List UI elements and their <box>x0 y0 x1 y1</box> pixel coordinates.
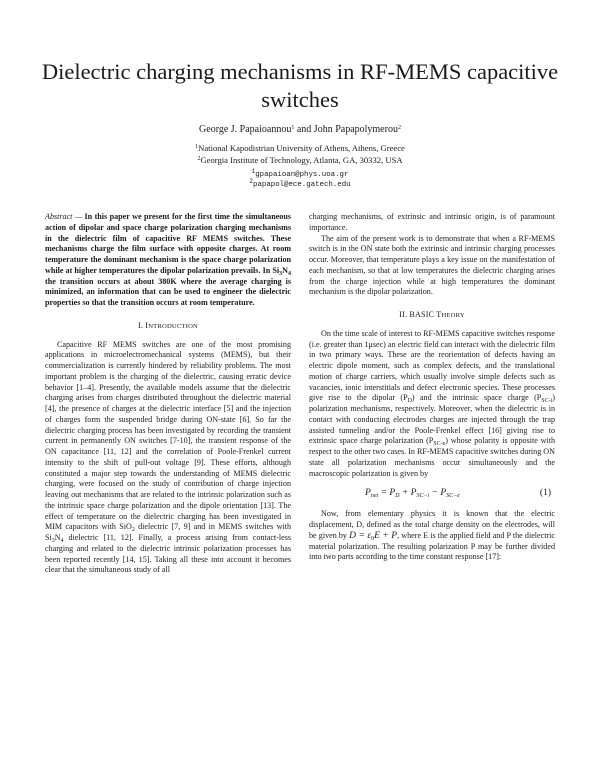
affiliation-line <box>0 154 600 166</box>
aim-paragraph: The aim of the present work is to demonstrate that when a RF-MEMS switch is in the ON state both the extrinsic and intrinsic charging processes occur. Moreover, that temperature plays a key issue on the manifestation of each mechanism, so that at low temperatures the dielectric charging arises from the charge injection while at high temperatures the dominant mechanism is the dipolar polarization. <box>309 233 555 297</box>
abstract-dash: — <box>72 212 85 221</box>
equation-number: (1) <box>539 488 551 499</box>
body-text: N <box>54 533 61 542</box>
author-sup: 1 <box>291 125 295 131</box>
body-text: dielectric [7, 9] and in MEMS switches with Si <box>45 522 291 542</box>
abstract-label: Abstract <box>45 212 73 221</box>
affiliation-text: National Kapodistrian University of Athens, Athens, Greece <box>198 143 405 153</box>
body-text: On the time scale of interest to RF-MEMS capacitive switches response (i.e. greater than 1μsec) an electric field can interact with the dielectric film in two primary ways. These are the reorientation of defects having an electric dipole moment, such as complex defects, and the translational motion of charge carriers, which usually involve simple defects such as vacancies, ionic interstitials and defect electronic species. These processes give rise to the dipolar (P <box>309 328 555 403</box>
body-text: Capacitive RF MEMS switches are one of the most promising applications in microelectromechanical systems (MEMS), but their commercialization is currently hindered by reliability problems. The most important problem is the charging of the dielectric, causing erratic device behavior [1–4]. Presently, the available models assume that the dielectric charging arises from charges distributed throughout the dielectric material [4], the presence of charges at the dielectric interface [5] and the injection of charges form the suspended bridge during ON-state [6]. So far the dielectric charging process has been investigated by recording the transient current in permanently ON switches [7-10], the transient response of the ON capacitance [11, 12] and the correlation of Poole-Frenkel current intensity to the shift of pull-out voltage [9]. These efforts, although constituted a major step towards the understanding of MEMS dielectric charging, were focused on the study of contribution of charge injection leaving out mechanisms that are related to the intrinsic polarization such as the intrinsic space charge polarization and the dipole orientation [13]. The effect of temperature on the dielectric charging has been investigated in MIM capacitors with SiO <box>45 339 291 532</box>
abstract-text: the transition occurs at about 380K where the average charging is minimized, an information that can be used to engineer the dielectric properties so that the transition occurs at room temperature. <box>45 276 291 307</box>
heading-text: I. I <box>137 320 149 330</box>
body-text: ) polarization mechanisms, respectively. Moreover, when the dielectric is in contact with conducting electrodes charges are injected through the trap assisted tunneling and/or the Poole-Frenkel effect [16] giving rise to extrinsic space charge polarization (P <box>309 393 555 446</box>
theory-paragraph <box>309 329 555 480</box>
eq-sub: SC−e <box>446 493 460 500</box>
body-text: ) whose polarity is opposite with respect to the other two cases. In RF-MEMS capacitive switches during ON state all polarization mechanisms occur simultaneously and the macroscopic polarization is given by <box>309 436 555 478</box>
eq-symbol: = P <box>378 488 396 499</box>
body-sub: 3 <box>51 538 55 544</box>
affiliation-sup: 1 <box>195 144 199 150</box>
eq-symbol: − P <box>429 488 447 499</box>
affiliation-line <box>0 142 600 154</box>
email-text: papapol@ece.gatech.edu <box>253 181 351 189</box>
eq-symbol: + P <box>399 488 417 499</box>
equation-body <box>365 483 460 503</box>
eq-sub: SC−i <box>416 493 430 500</box>
heading-smallcaps: HEORY <box>441 312 465 319</box>
body-sub: SC-e <box>433 441 446 448</box>
email-list <box>0 170 600 190</box>
affiliations <box>0 142 600 166</box>
inline-math-sub: 0 <box>371 535 375 542</box>
body-text: ) and the intrinsic space charge (P <box>411 393 542 403</box>
body-sub: D <box>407 398 412 405</box>
equation-1 <box>309 483 555 503</box>
affiliation-text: Georgia Institute of Technology, Atlanta, GA, 30332, USA <box>200 155 403 165</box>
email-sup: 2 <box>249 178 254 185</box>
inline-math: E + P <box>374 530 398 541</box>
body-sub: 4 <box>60 538 64 544</box>
abstract-sub: 4 <box>288 270 291 277</box>
email-line <box>0 180 600 190</box>
left-column <box>45 212 291 576</box>
displacement-paragraph <box>309 509 555 563</box>
body-sub: 2 <box>131 527 135 534</box>
heading-text: II. BASIC T <box>399 310 442 319</box>
eq-sub: D <box>395 493 400 500</box>
continued-paragraph: charging mechanisms, of extrinsic and intrinsic origin, is of paramount importance. <box>309 212 555 232</box>
abstract-text: N <box>282 265 288 275</box>
abstract-sub: 3 <box>279 270 283 277</box>
body-text: Now, from elementary physics it is known that the electric displacement, D, defined as the total charge density on the electrodes, will be given by <box>309 509 555 540</box>
body-sub: SC-i <box>541 398 553 405</box>
right-column <box>309 212 555 563</box>
eq-symbol: P <box>365 488 371 499</box>
author-conj: and <box>294 124 314 135</box>
email-line <box>0 170 600 180</box>
author-sup: 2 <box>397 125 401 131</box>
body-text: dielectric [11, 12]. Finally, a process arising from contact-less charging and related to the dielectric intrinsic polarization processes has been reported recently [14, 15]. Taking all these into account it becomes clear that the simultaneous study of all <box>45 533 291 575</box>
eq-sub: net <box>370 493 379 500</box>
body-text: , where E is the applied field and P the dielectric material polarization. The resulting polarization P may be further divided into two parts according to the time constant response [17]: <box>309 530 555 562</box>
email-sup: 1 <box>251 168 256 175</box>
section-heading-introduction <box>45 321 291 333</box>
email-text: gpapaioan@phys.uoa.gr <box>255 171 349 179</box>
intro-paragraph <box>45 340 291 577</box>
author-name: George J. Papaioannou <box>199 124 292 135</box>
abstract-text: In this paper we present for the first time the simultaneous action of dipolar and space charge polarization charging mechanisms in the dielectric film of capacitive RF MEMS switches. These mechanisms charge the film surface with opposite charges. At room temperature the dominant mechanism is the space charge polarization while at higher temperatures the dipolar polarization prevails. In Si <box>45 212 291 275</box>
paper-title: Dielectric charging mechanisms in RF-MEMS capacitive switches <box>41 59 559 112</box>
affiliation-sup: 2 <box>197 156 201 162</box>
section-heading-basic-theory <box>309 310 555 322</box>
heading-smallcaps: NTRODUCTION <box>148 322 199 330</box>
inline-math: D = ε <box>349 530 372 541</box>
abstract <box>45 212 291 309</box>
author-name: John Papapolymerou <box>313 124 398 135</box>
author-line <box>0 124 600 135</box>
